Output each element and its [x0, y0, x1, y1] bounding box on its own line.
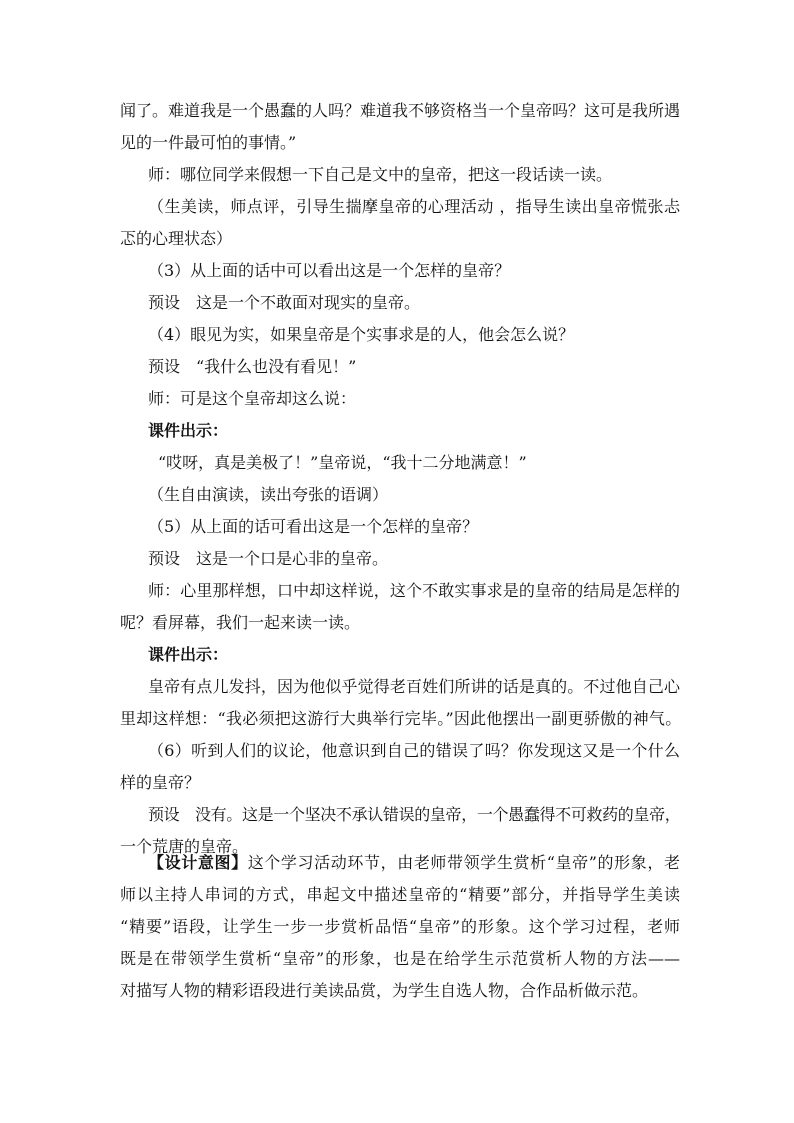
paragraph-emperor-speech-end: [120, 95, 680, 159]
text-line: 预设 “我什么也没有看见！”: [148, 357, 357, 376]
paragraph-answer-5: [120, 543, 680, 575]
text-line: 忑的心理状态）: [120, 229, 233, 248]
heading-courseware-display: [120, 639, 680, 671]
text-line: （6）听到人们的议论，他意识到自己的错误了吗？你发现这又是一个什么: [148, 741, 680, 760]
text-line: 预设 没有。这是一个坚决不承认错误的皇帝，一个愚蠢得不可救药的皇帝，: [148, 805, 680, 824]
paragraph-question-4: [120, 319, 680, 351]
text-line: “精要”语段，让学生一步一步赏析品悟“皇帝”的形象。这个学习过程，老师: [120, 917, 680, 936]
text-line: 师：可是这个皇帝却这么说：: [148, 389, 357, 408]
paragraph-question-6: [120, 735, 680, 799]
heading-courseware-display: [120, 415, 680, 447]
text-line: 师：心里那样想，口中却这样说，这个不敢实事求是的皇帝的结局是怎样的: [148, 581, 680, 600]
text-line: 见的一件最可怕的事情。”: [120, 133, 297, 152]
paragraph-question-3: [120, 255, 680, 287]
paragraph-student-free-reading: [120, 479, 680, 511]
text-line: 预设 这是一个不敢面对现实的皇帝。: [148, 293, 421, 312]
text-line: 师以主持人串词的方式，串起文中描述皇帝的“精要”部分，并指导学生美读: [120, 885, 680, 904]
text-line: （生美读，师点评，引导生揣摩皇帝的心理活动 ，指导生读出皇帝慌张忐: [148, 197, 680, 216]
paragraph-student-reading-note: [120, 191, 680, 255]
text-line: [120, 847, 680, 879]
paragraph-question-5: [120, 511, 680, 543]
text-line: 里却这样想：“我必须把这游行大典举行完毕。”因此他摆出一副更骄傲的神气。: [120, 709, 680, 728]
design-intent-text: 这个学习活动环节，由老师带领学生赏析“皇帝”的形象，老: [247, 853, 680, 872]
text-line: 闻了。难道我是一个愚蠢的人吗？难道我不够资格当一个皇帝吗？这可是我所遇: [120, 101, 681, 120]
paragraph-answer-3: [120, 287, 680, 319]
text-line: （3）从上面的话中可以看出这是一个怎样的皇帝？: [148, 261, 511, 280]
text-line: “哎呀，真是美极了！”皇帝说，“我十二分地满意！”: [158, 453, 527, 472]
paragraph-answer-4: [120, 351, 680, 383]
text-line: 既是在带领学生赏析“皇帝”的形象，也是在给学生示范赏析人物的方法——: [120, 949, 680, 968]
design-intent-label: 【设计意图】: [148, 853, 248, 872]
text-line: （生自由演读，读出夸张的语调）: [148, 485, 389, 504]
text-line: 课件出示：: [148, 645, 229, 664]
text-line: （5）从上面的话可看出这是一个怎样的皇帝？: [148, 517, 479, 536]
text-line: 呢？看屏幕，我们一起来读一读。: [120, 613, 361, 632]
text-line: 课件出示：: [148, 421, 229, 440]
text-line: 预设 这是一个口是心非的皇帝。: [148, 549, 389, 568]
paragraph-courseware-excerpt: [120, 671, 680, 735]
paragraph-teacher-prompt: [120, 159, 680, 191]
text-line: 皇帝有点儿发抖，因为他似乎觉得老百姓们所讲的话是真的。不过他自己心: [148, 677, 680, 696]
paragraph-courseware-quote: [120, 447, 680, 479]
text-line: （4）眼见为实，如果皇帝是个实事求是的人，他会怎么说？: [148, 325, 575, 344]
paragraph-teacher-question: [120, 575, 680, 639]
text-line: 对描写人物的精彩语段进行美读品赏，为学生自选人物，合作品析做示范。: [120, 981, 649, 1000]
paragraph-design-intent: [120, 847, 680, 1007]
text-line: 样的皇帝？: [120, 773, 201, 792]
paragraph-teacher-transition: [120, 383, 680, 415]
text-line: 一个荒唐的皇帝。: [120, 837, 249, 856]
text-line: 师：哪位同学来假想一下自己是文中的皇帝，把这一段话读一读。: [148, 165, 613, 184]
